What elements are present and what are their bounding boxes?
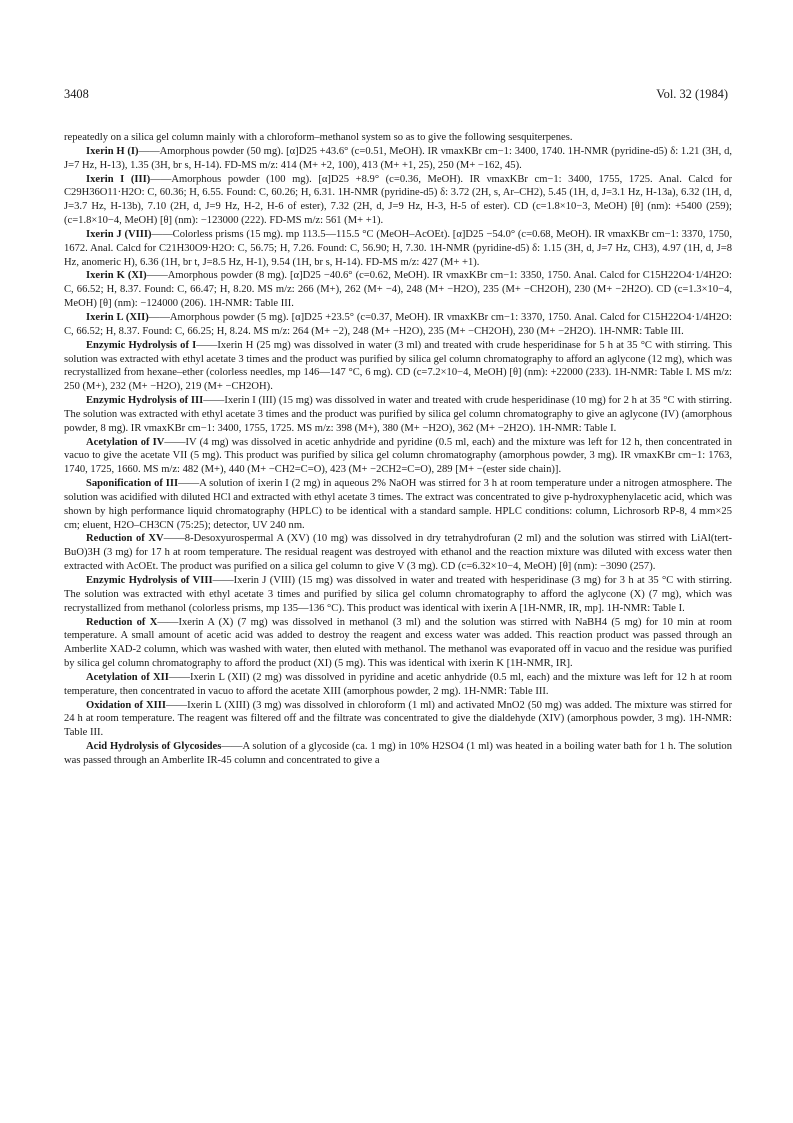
- paragraph-acetylation-iv: [64, 436, 732, 478]
- paragraph-continuation: repeatedly on a silica gel column mainly with a chloroform–methanol system so as to give the following sesquiterpenes.: [64, 132, 573, 143]
- paragraph-title: Oxidation of XIII: [86, 699, 166, 711]
- page-number: 3408: [64, 87, 89, 101]
- paragraph-text: ——Ixerin H (25 mg) was dissolved in water (3 ml) and treated with crude hesperidinase for 5 h at 35 °C with stirring. This solution was extracted with ethyl acetate 3 times and the product was purified by silica gel column chromatography to afford an aglycone (12 mg), which was recrystallized from hexane–ether (colorless needles, mp 146—147 °C, 6 mg). CD (c=7.2×10−4, MeOH) [θ] (nm): +22000 (233). 1H-NMR: Table I. MS m/z: 250 (M+), 232 (M+ −H2O), 219 (M+ −CH2OH).: [64, 339, 732, 393]
- paragraph-title: Ixerin K (XI): [86, 270, 147, 282]
- paragraph-ixerin-k: [64, 269, 732, 311]
- paragraph-title: Acetylation of XII: [86, 671, 169, 683]
- paragraph-title: Ixerin I (III): [86, 173, 151, 185]
- volume-label: Vol. 32 (1984): [656, 87, 728, 101]
- paragraph-reduction-x: [64, 616, 732, 671]
- paragraph-text: ——A solution of ixerin I (2 mg) in aqueous 2% NaOH was stirred for 3 h at room temperature under a nitrogen atmosphere. The solution was acidified with diluted HCl and extracted with ethyl acetate 3 times. The extract was concentrated to give p-hydroxyphenylacetic acid, which was shown by high performance liquid chromatography (HPLC) to be identical with a standard sample. HPLC conditions: column, Lichrosorb RP-8, 4 mm×25 cm; eluent, H2O–CH3CN (75:25); detector, UV 240 nm.: [64, 478, 732, 531]
- paragraph-enzymic-hydrolysis-iii: [64, 394, 732, 436]
- paragraph-title: Reduction of XV: [86, 533, 164, 545]
- paragraph-text: ——Ixerin I (III) (15 mg) was dissolved in water and treated with crude hesperidinase (10 mg) for 2 h at 35 °C with stirring. The solution was extracted with ethyl acetate 3 times and the product was purified by silica gel column chromatography to give an aglycone (IV) (amorphous powder, 8 mg). IR νmaxKBr cm−1: 3400, 1755, 1725. MS m/z: 398 (M+), 380 (M+ −H2O), 362 (M+ −2H2O). 1H-NMR: Table I.: [64, 395, 732, 434]
- paragraph-title: Ixerin L (XII): [86, 311, 149, 323]
- paragraph-text: ——Amorphous powder (50 mg). [α]D25 +43.6° (c=0.51, MeOH). IR νmaxKBr cm−1: 3400, 1740. 1H-NMR (pyridine-d5) δ: 1.21 (3H, d, J=7 Hz, H-13), 1.35 (3H, br s, H-14). FD-MS m/z: 414 (M+ +2, 100), 413 (M+ +1, 25), 250 (M+ −162, 45).: [64, 145, 732, 171]
- paragraph-title: Enzymic Hydrolysis of VIII: [86, 575, 213, 586]
- paragraph-acetylation-xii: [64, 671, 732, 699]
- paragraph-oxidation-xiii: [64, 699, 732, 741]
- article-body: [64, 131, 732, 768]
- paragraph-ixerin-i: [64, 173, 732, 228]
- paragraph-text: ——Ixerin L (XII) (2 mg) was dissolved in pyridine and acetic anhydride (0.5 ml, each) and the mixture was left for 12 h at room temperature, then concentrated in vacuo to afford the acetate XIII (amorphous powder, 2 mg). 1H-NMR: Table III.: [64, 671, 732, 697]
- paragraph-title: Enzymic Hydrolysis of III: [86, 395, 204, 407]
- paragraph-reduction-xv: [64, 532, 732, 574]
- paragraph-text: ——8-Desoxyurospermal A (XV) (10 mg) was dissolved in dry tetrahydrofuran (2 ml) and the solution was stirred with LiAl(tert-BuO)3H (3 mg) for 17 h at room temperature. The residual reagent was destroyed with ethanol and the reaction mixture was diluted with excess water then extracted with AcOEt. The product was purified on a silica gel column to give V (3 mg). CD (c=6.32×10−4, MeOH) [θ] (nm): −3090 (257).: [64, 533, 732, 573]
- paragraph-text: ——Amorphous powder (5 mg). [α]D25 +23.5° (c=0.37, MeOH). IR νmaxKBr cm−1: 3370, 1750. Anal. Calcd for C15H22O4·1/4H2O: C, 66.52; H, 8.37. Found: C, 66.25; H, 8.24. MS m/z: 264 (M+ −2), 248 (M+ −H2O), 235 (M+ −CH2OH), 230 (M+ −2H2O). 1H-NMR: Table III.: [64, 311, 732, 337]
- paragraph-text: ——A solution of a glycoside (ca. 1 mg) in 10% H2SO4 (1 ml) was heated in a boiling water bath for 1 h. The solution was passed through an Amberlite IR-45 column and concentrated to give a: [64, 741, 733, 766]
- paragraph-title: Saponification of III: [86, 478, 179, 490]
- paragraph-text: ——Ixerin A (X) (7 mg) was dissolved in methanol (3 ml) and the solution was stirred with NaBH4 (5 mg) for 10 min at room temperature. A small amount of acetic acid was added to destroy the reagent and excess water was added. This reaction product was passed through an Amberlite XAD-2 column, which was washed with water, then eluted with methanol. The methanol was evaporated off in vacuo and the residue was purified by silica gel column chromatography to afford the product (XI) (5 mg). This was identical with ixerin K [1H-NMR, IR].: [64, 616, 733, 670]
- running-header: [64, 86, 728, 102]
- paragraph-text: ——Colorless prisms (15 mg). mp 113.5—115.5 °C (MeOH–AcOEt). [α]D25 −54.0° (c=0.68, MeOH). IR νmaxKBr cm−1: 3370, 1750, 1672. Anal. Calcd for C21H30O9·H2O: C, 56.75; H, 7.26. Found: C, 56.90; H, 7.30. 1H-NMR (pyridine-d5) δ: 1.15 (3H, d, J=7 Hz, CH3), 4.97 (1H, d, J=8 Hz, anomeric H), 6.36 (1H, br t, J=8.5 Hz, H-1), 9.54 (1H, br s, H-14). FD-MS m/z: 427 (M+ +1).: [64, 228, 732, 268]
- paragraph-enzymic-hydrolysis-viii: [64, 574, 732, 616]
- paragraph-text: ——Ixerin L (XIII) (3 mg) was dissolved in chloroform (1 ml) and activated MnO2 (50 mg) was added. The mixture was stirred for 24 h at room temperature. The reagent was filtered off and the filtrate was concentrated to give the dialdehyde (XIV) (amorphous powder, 3 mg). 1H-NMR: Table III.: [64, 699, 732, 739]
- paragraph-title: Ixerin J (VIII): [86, 228, 152, 240]
- paragraph-text: ——IV (4 mg) was dissolved in acetic anhydride and pyridine (0.5 ml, each) and the mixture was left for 12 h, then concentrated in vacuo to give the acetate VII (5 mg). This product was purified by silica gel column chromatography (amorphous powder, 3 mg). IR νmaxKBr cm−1: 1763, 1740, 1725, 1660. MS m/z: 482 (M+), 440 (M+ −CH2=C=O), 423 (M+ −2CH2=C=O), 289 [M+ −(ester side chain)].: [64, 436, 732, 476]
- paragraph-title: Acid Hydrolysis of Glycosides: [86, 741, 222, 753]
- paragraph-text: ——Amorphous powder (8 mg). [α]D25 −40.6° (c=0.62, MeOH). IR νmaxKBr cm−1: 3350, 1750. Anal. Calcd for C15H22O4·1/4H2O: C, 66.52; H, 8.37. Found: C, 66.47; H, 8.20. MS m/z: 266 (M+), 262 (M+ −4), 248 (M+ −H2O), 235 (M+ −CH2OH), 230 (M+ −2H2O). CD (c=1.3×10−4, MeOH) [θ] (nm): −124000 (206). 1H-NMR: Table III.: [64, 270, 732, 310]
- paragraph-enzymic-hydrolysis-i: [64, 339, 732, 394]
- paragraph-text: ——Amorphous powder (100 mg). [α]D25 +8.9° (c=0.36, MeOH). IR νmaxKBr cm−1: 3400, 1755, 1725. Anal. Calcd for C29H36O11·H2O: C, 60.36; H, 6.55. Found: C, 60.26; H, 6.31. 1H-NMR (pyridine-d5) δ: 3.72 (2H, s, Ar–CH2), 5.45 (1H, d, J=3.1 Hz, H-13a), 6.32 (1H, d, J=3.7 Hz, H-13b), 7.10 (2H, d, J=9 Hz, H-2, H-6 of ester), 7.32 (2H, d, J=9 Hz, H-3, H-5 of ester). CD (c=1.8×10−3, MeOH) [θ] (nm): +5400 (259); (c=1.8×10−4, MeOH) [θ] (nm): −123000 (222). FD-MS m/z: 561 (M+ +1).: [64, 173, 732, 227]
- paragraph-ixerin-l: [64, 311, 732, 339]
- paragraph-title: Enzymic Hydrolysis of I: [86, 339, 197, 351]
- paragraph-text: ——Ixerin J (VIII) (15 mg) was dissolved in water and treated with hesperidinase (3 mg) for 3 h at 35 °C with stirring. The solution was extracted with ethyl acetate 3 times and purified by silica gel column chromatography to afford the aglycone (X) (7 mg), which was recrystallized from methanol (colorless prisms, mp 135—136 °C). This product was identical with ixerin A [1H-NMR, IR, mp]. 1H-NMR: Table I.: [64, 575, 732, 614]
- paragraph-title: Ixerin H (I): [86, 145, 139, 157]
- paragraph-title: Acetylation of IV: [86, 436, 165, 448]
- paragraph-saponification-iii: [64, 477, 732, 532]
- paragraph-title: Reduction of X: [86, 616, 158, 628]
- paragraph-ixerin-h: [64, 145, 732, 173]
- paragraph-ixerin-j: [64, 228, 732, 270]
- paragraph-acid-hydrolysis: [64, 740, 732, 768]
